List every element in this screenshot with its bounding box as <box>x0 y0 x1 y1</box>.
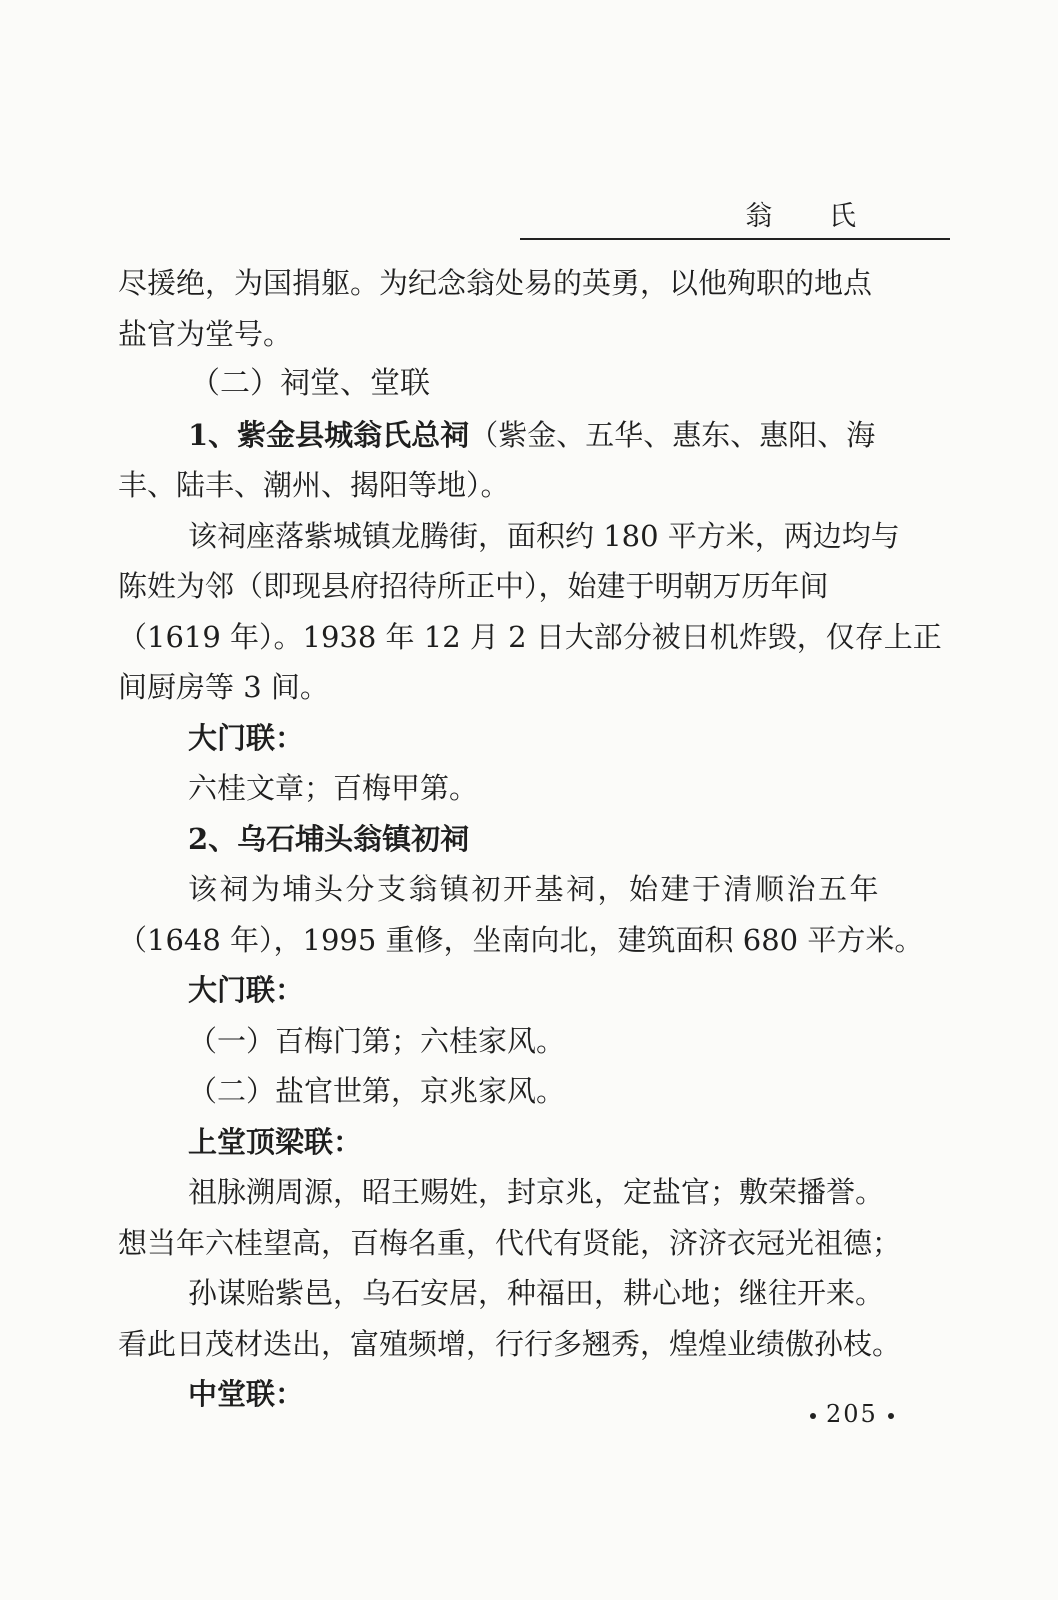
paragraph-line: 间厨房等 3 间。 <box>118 670 329 704</box>
couplet-label: 大门联： <box>188 973 305 1007</box>
couplet-text: 孙谋贻紫邑，乌石安居，种福田，耕心地；继往开来。 <box>188 1276 885 1310</box>
paragraph-line: 盐官为堂号。 <box>118 316 293 351</box>
paragraph-line: 尽援绝，为国捐躯。为纪念翁处易的英勇，以他殉职的地点 <box>118 266 873 300</box>
couplet-text: 看此日茂材迭出，富殖频增，行行多翘秀，煌煌业绩傲孙枝。 <box>118 1326 902 1361</box>
paragraph-line: （1619 年）。1938 年 12 月 2 日大部分被日机炸毁，仅存上正 <box>118 619 942 654</box>
couplet-text: （一）百梅门第；六桂家风。 <box>188 1023 566 1058</box>
entry-heading-line <box>118 410 948 461</box>
paragraph-line: 该祠为埔头分支翁镇初开基祠，始建于清顺治五年 <box>188 872 882 906</box>
couplet-label: 上堂顶梁联： <box>188 1124 363 1159</box>
couplet-label: 中堂联： <box>188 1377 305 1411</box>
header-rule <box>520 238 950 240</box>
couplet-text: （二）盐官世第，京兆家风。 <box>188 1074 566 1108</box>
paragraph-line: 丰、陆丰、潮州、揭阳等地）。 <box>118 468 510 502</box>
paragraph-line: （1648 年），1995 重修，坐南向北，建筑面积 680 平方米。 <box>118 922 924 957</box>
couplet-text: 祖脉溯周源，昭王赐姓，封京兆，定盐官；敷荣播誉。 <box>188 1175 885 1209</box>
page-number <box>800 1400 904 1428</box>
bullet-icon <box>810 1413 816 1419</box>
section-heading: （二）祠堂、堂联 <box>190 366 430 401</box>
body-text <box>118 258 948 1420</box>
entry-title: 1、紫金县城翁氏总祠 <box>188 417 470 452</box>
running-header <box>520 188 950 240</box>
paragraph-line: 该祠座落紫城镇龙腾街，面积约 180 平方米，两边均与 <box>188 518 900 553</box>
couplet-label: 大门联： <box>188 720 305 755</box>
entry-title: 2、乌石埔头翁镇初祠 <box>188 821 470 856</box>
header-title: 翁 氏 <box>745 201 880 232</box>
page-number-value: 205 <box>826 1400 878 1428</box>
bullet-icon <box>888 1413 894 1419</box>
couplet-text: 六桂文章；百梅甲第。 <box>188 771 479 805</box>
couplet-text: 想当年六桂望高，百梅名重，代代有贤能，济济衣冠光祖德； <box>118 1225 902 1260</box>
paragraph-line: 陈姓为邻（即现县府招待所正中），始建于明朝万历年间 <box>118 569 829 603</box>
entry-note: （紫金、五华、惠东、惠阳、海 <box>469 417 876 452</box>
